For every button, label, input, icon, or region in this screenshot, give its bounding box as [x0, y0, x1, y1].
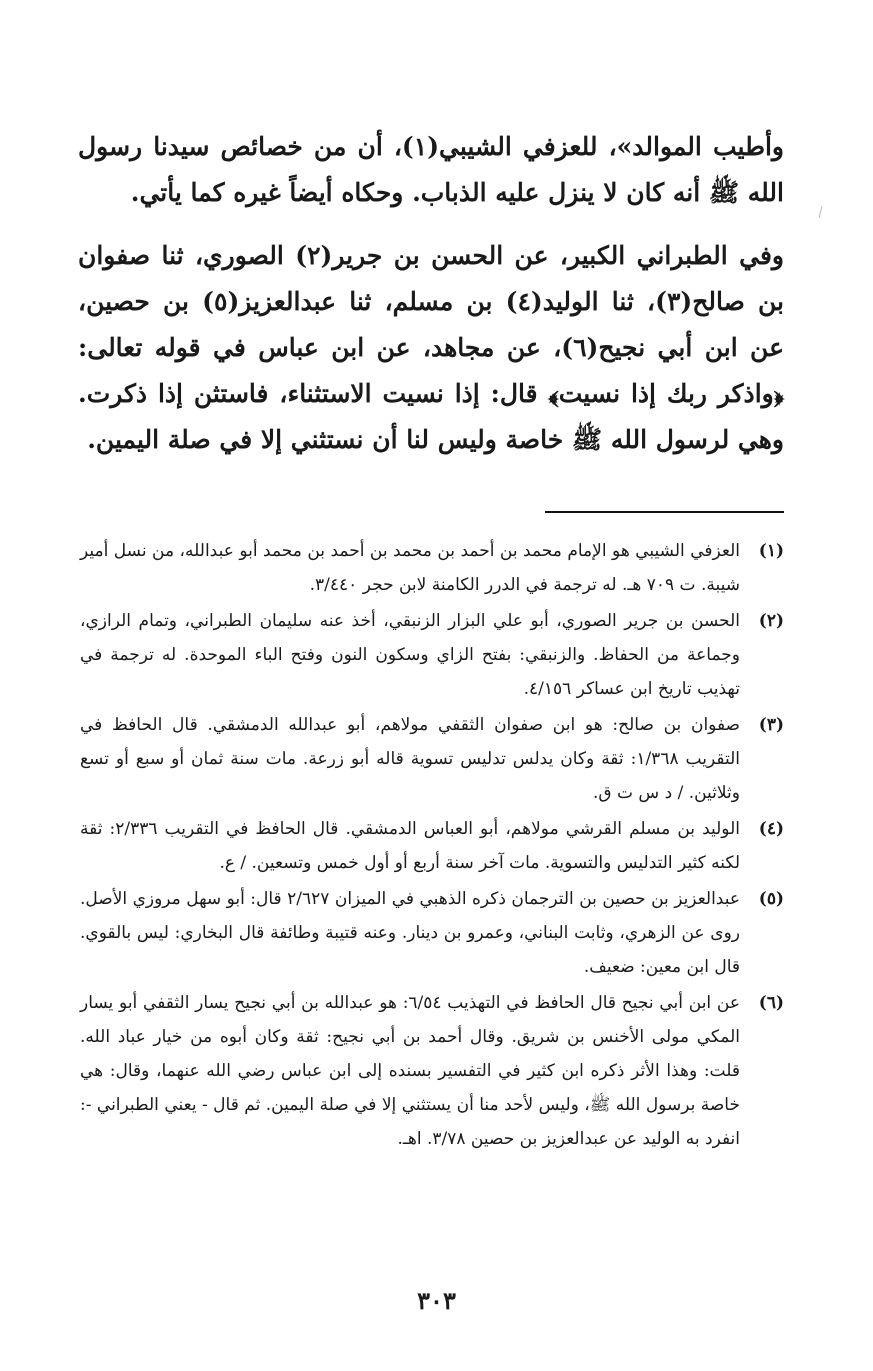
footnote-number: (٦): [758, 993, 784, 1013]
footnote-number: (٤): [758, 819, 784, 839]
footnote-number: (٥): [758, 889, 784, 909]
margin-mark: [819, 206, 823, 218]
footnote-separator: [545, 511, 784, 513]
footnote-5: [80, 882, 784, 984]
footnote-2: [80, 604, 784, 706]
footnote-1: [80, 534, 784, 602]
footnotes: [80, 534, 784, 1158]
footnote-3: [80, 708, 784, 810]
page-number: ٣٠٣: [417, 1286, 456, 1315]
footnote-text: صفوان بن صالح: هو ابن صفوان الثقفي مولاهم، أبو عبدالله الدمشقي. قال الحافظ في التقريب ١/٣٦٨: ثقة وكان يدلس تدليس تسوية قاله أبو زرعة. مات سنة ثمان أو سبع أو تسع وثلاثين. / د س ت ق.: [80, 715, 740, 803]
footnote-number: (٣): [758, 715, 784, 735]
footnote-text: العزفي الشيبي هو الإمام محمد بن أحمد بن محمد بن أحمد بن محمد أبو عبدالله، من نسل أمير شيبة. ت ٧٠٩ هـ. له ترجمة في الدرر الكامنة لابن حجر ٣/٤٤٠.: [80, 541, 740, 595]
paragraph-2: وفي الطبراني الكبير، عن الحسن بن جرير(٢) الصوري، ثنا صفوان بن صالح(٣)، ثنا الوليد(٤) بن مسلم، ثنا عبدالعزيز(٥) بن حصين، عن ابن أبي نجيح(٦)، عن مجاهد، عن ابن عباس في قوله تعالى: ﴿واذكر ربك إذا نسيت﴾ قال: إذا نسيت الاستثناء، فاستثن إذا ذكرت. وهي لرسول الله ﷺ خاصة وليس لنا أن نستثني إلا في صلة اليمين.: [78, 241, 785, 454]
footnote-4: [80, 812, 784, 880]
footnote-text: عن ابن أبي نجيح قال الحافظ في التهذيب ٦/٥٤: هو عبدالله بن أبي نجيح يسار الثقفي أبو يسار المكي مولى الأخنس بن شريق. وقال أحمد بن أبي نجيح: ثقة وكان أبوه من خيار عباد الله. قلت: وهذا الأثر ذكره ابن كثير في التفسير بسنده إلى ابن عباس رضي الله عنهما، وقال: هي خاصة برسول الله ﷺ، وليس لأحد منا أن يستثني إلا في صلة اليمين. ثم قال - يعني الطبراني -: انفرد به الوليد عن عبدالعزيز بن حصين ٣/٧٨. اهـ.: [80, 993, 740, 1149]
footnote-number: (٢): [758, 611, 784, 631]
footnote-text: عبدالعزيز بن حصين بن الترجمان ذكره الذهبي في الميزان ٢/٦٢٧ قال: أبو سهل مروزي الأصل. روى عن الزهري، وثابت البناني، وعمرو بن دينار. وعنه قتيبة وطائفة قال البخاري: ليس بالقوي. قال ابن معين: ضعيف.: [80, 889, 740, 977]
footnote-text: الحسن بن جرير الصوري، أبو علي البزار الزنبقي، أخذ عنه سليمان الطبراني، وتمام الرازي، وجماعة من الحفاظ. والزنبقي: بفتح الزاي وسكون النون وفتح الباء الموحدة. له ترجمة في تهذيب تاريخ ابن عساكر ٤/١٥٦.: [80, 611, 740, 699]
paragraph-1: وأطيب الموالد»، للعزفي الشيبي(١)، أن من خصائص سيدنا رسول الله ﷺ أنه كان لا ينزل عليه الذباب. وحكاه أيضاً غيره كما يأتي.: [78, 132, 784, 207]
footnote-text: الوليد بن مسلم القرشي مولاهم، أبو العباس الدمشقي. قال الحافظ في التقريب ٢/٣٣٦: ثقة لكنه كثير التدليس والتسوية. مات آخر سنة أربع أو أول خمس وتسعين. / ع.: [80, 819, 740, 873]
main-text: [78, 124, 784, 480]
footnote-6: [80, 986, 784, 1156]
footnote-number: (١): [758, 541, 784, 561]
